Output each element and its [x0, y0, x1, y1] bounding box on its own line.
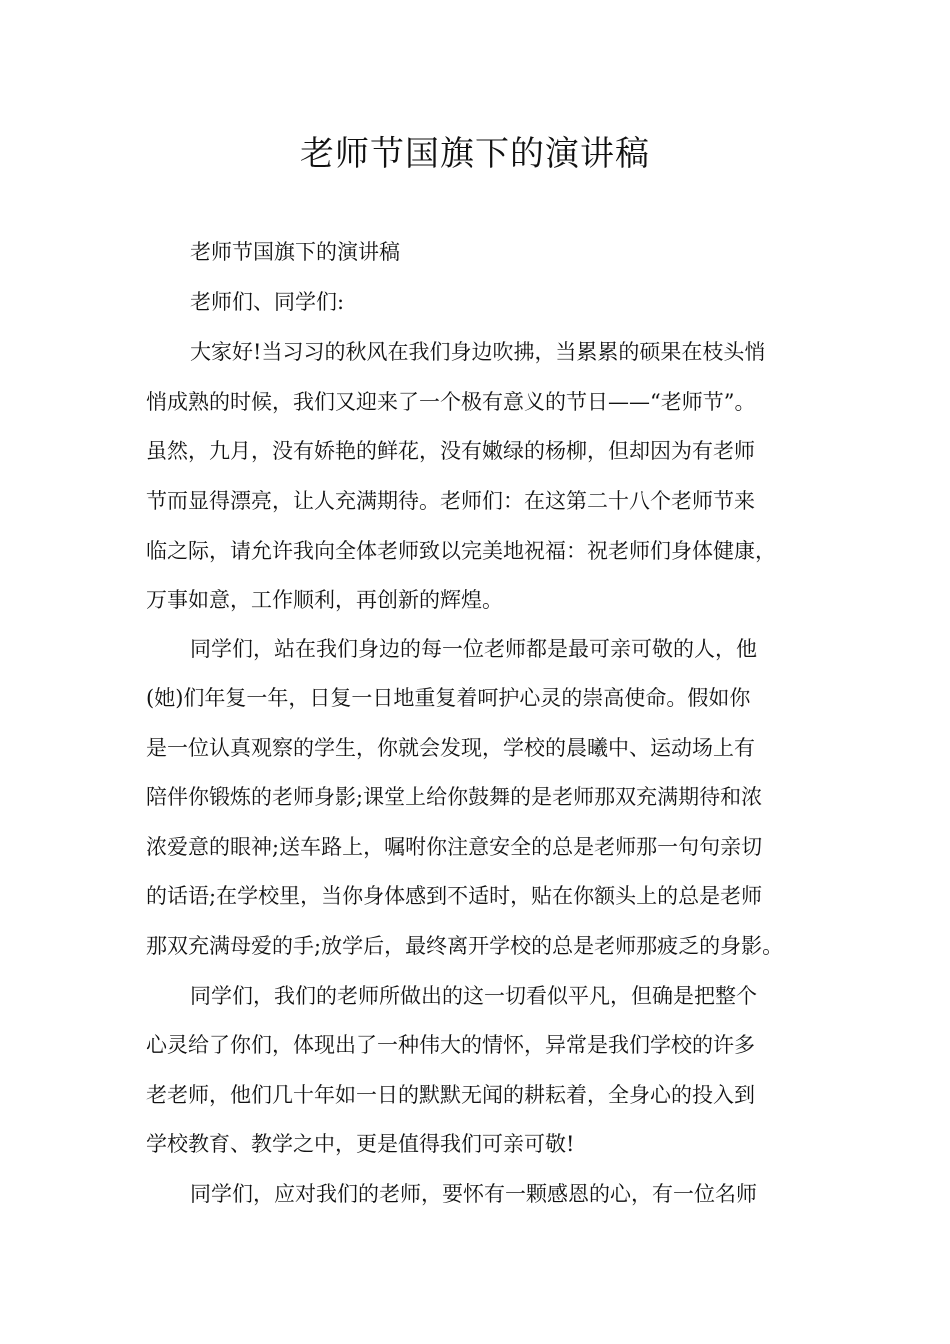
text-line: 老师节国旗下的演讲稿	[190, 240, 400, 264]
text-line: 大家好!当习习的秋风在我们身边吹拂，当累累的硕果在枝头悄	[190, 340, 766, 364]
text-line: 万事如意，工作顺利，再创新的辉煌。	[146, 588, 503, 612]
text-line: 同学们，站在我们身边的每一位老师都是最可亲可敬的人，他	[190, 637, 757, 661]
text-line: 的话语;在学校里，当你身体感到不适时，贴在你额头上的总是老师	[146, 884, 763, 908]
document-title: 老师节国旗下的演讲稿	[300, 134, 650, 174]
text-line: 节而显得漂亮，让人充满期待。老师们：在这第二十八个老师节来	[146, 489, 755, 513]
text-line: 老师们、同学们:	[190, 290, 345, 314]
text-line: 同学们，我们的老师所做出的这一切看似平凡，但确是把整个	[190, 984, 757, 1008]
text-line: 那双充满母爱的手;放学后，最终离开学校的总是老师那疲乏的身影。	[146, 934, 784, 958]
text-line: 是一位认真观察的学生，你就会发现，学校的晨曦中、运动场上有	[146, 736, 755, 760]
text-line: 心灵给了你们，体现出了一种伟大的情怀，异常是我们学校的许多	[146, 1033, 755, 1057]
text-line: 悄成熟的时候，我们又迎来了一个极有意义的节日——“老师节”。	[146, 390, 756, 414]
text-line: 浓爱意的眼神;送车路上，嘱咐你注意安全的总是老师那一句句亲切	[146, 835, 763, 859]
text-line: 老老师，他们几十年如一日的默默无闻的耕耘着，全身心的投入到	[146, 1083, 755, 1107]
text-line: 虽然，九月，没有娇艳的鲜花，没有嫩绿的杨柳，但却因为有老师	[146, 439, 755, 463]
text-line: (她)们年复一年，日复一日地重复着呵护心灵的崇高使命。假如你	[146, 686, 751, 710]
text-line: 陪伴你锻炼的老师身影;课堂上给你鼓舞的是老师那双充满期待和浓	[146, 785, 763, 809]
text-line: 临之际，请允许我向全体老师致以完美地祝福：祝老师们身体健康，	[146, 539, 776, 563]
text-line: 学校教育、教学之中，更是值得我们可亲可敬!	[146, 1132, 575, 1156]
text-line: 同学们，应对我们的老师，要怀有一颗感恩的心，有一位名师	[190, 1182, 757, 1206]
